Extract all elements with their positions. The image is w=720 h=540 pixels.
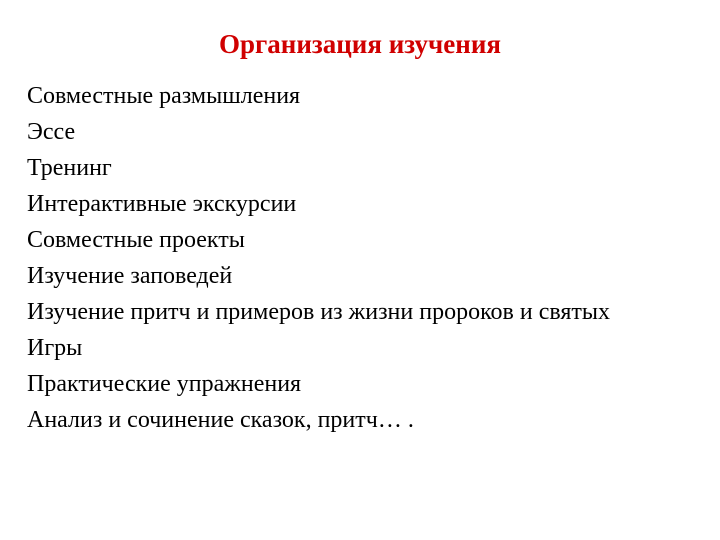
list-item: Эссе: [27, 119, 76, 145]
list-item: Изучение притч и примеров из жизни пророков и святых: [27, 299, 611, 325]
list-item: Анализ и сочинение сказок, притч… .: [27, 407, 414, 433]
list-item: Совместные проекты: [27, 227, 245, 253]
list-item: Тренинг: [27, 155, 112, 181]
topic-list: [27, 78, 687, 438]
list-item: Интерактивные экскурсии: [27, 191, 297, 217]
slide-title: Организация изучения: [219, 29, 501, 59]
list-item: Изучение заповедей: [27, 263, 233, 289]
list-item: Практические упражнения: [27, 371, 302, 397]
list-item: Совместные размышления: [27, 83, 301, 109]
list-item: Игры: [27, 335, 83, 361]
